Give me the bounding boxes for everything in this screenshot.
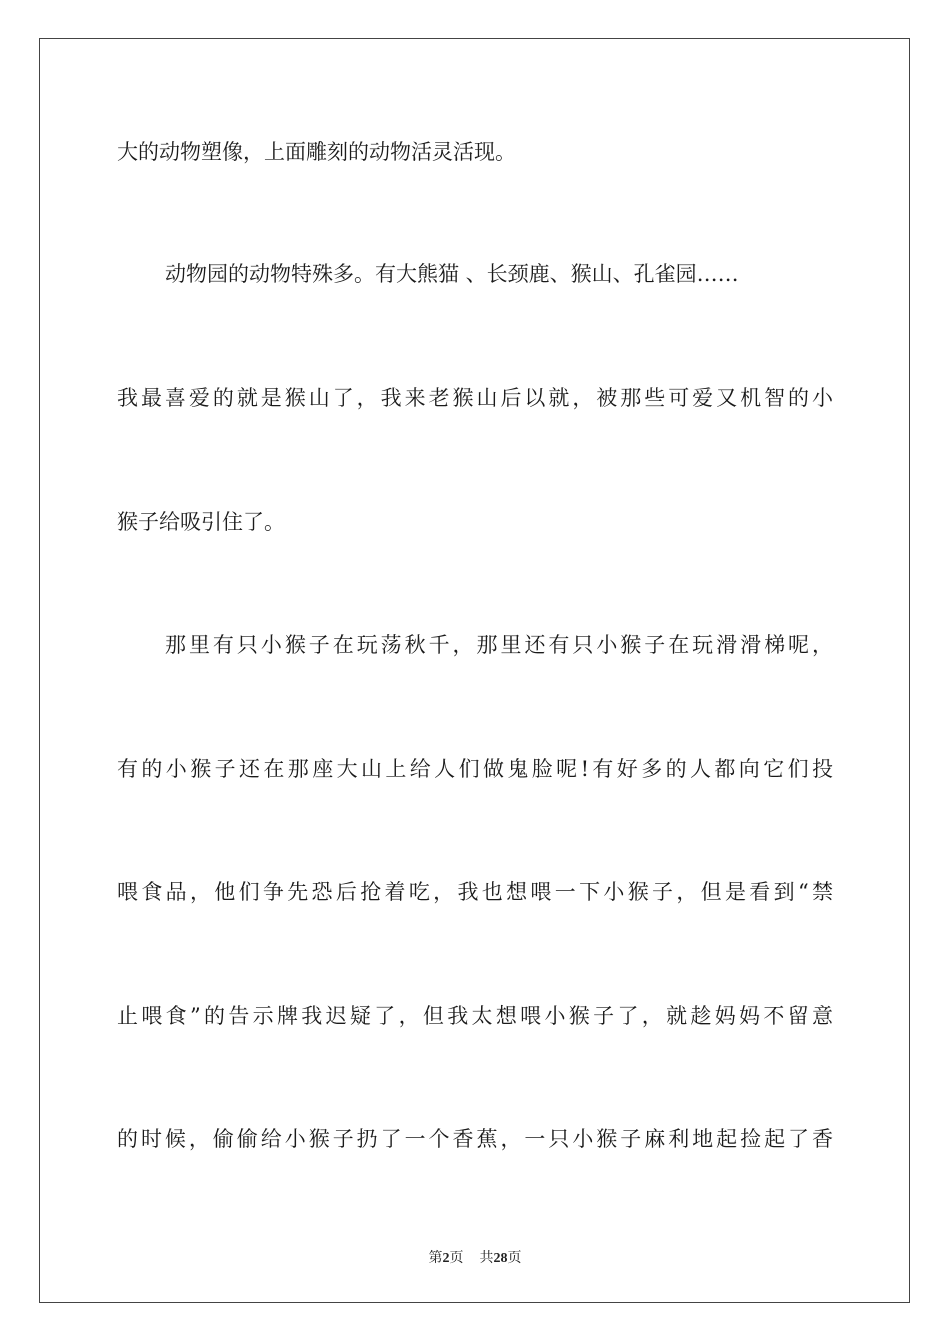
page-border xyxy=(39,38,910,1303)
text-line-8: 止喂食”的告示牌我迟疑了，但我太想喂小猴子了，就趁妈妈不留意 xyxy=(117,1004,833,1028)
footer-page-number: 2 xyxy=(442,1251,450,1266)
text-line-4: 猴子给吸引住了。 xyxy=(117,510,285,534)
text-line-6: 有的小猴子还在那座大山上给人们做鬼脸呢!有好多的人都向它们投 xyxy=(117,757,833,781)
footer-total-pages: 28 xyxy=(493,1251,508,1266)
page-footer xyxy=(0,1247,950,1267)
text-line-7: 喂食品，他们争先恐后抢着吃，我也想喂一下小猴子，但是看到“禁 xyxy=(117,880,833,904)
text-line-3: 我最喜爱的就是猴山了，我来老猴山后以就，被那些可爱又机智的小 xyxy=(117,386,833,410)
footer-page-suffix: 页 xyxy=(449,1251,464,1266)
footer-total-suffix: 页 xyxy=(507,1251,522,1266)
footer-total-prefix: 共 xyxy=(479,1251,494,1266)
text-line-1: 大的动物塑像，上面雕刻的动物活灵活现。 xyxy=(117,140,516,164)
footer-page-prefix: 第 xyxy=(428,1251,443,1266)
text-line-9: 的时候，偷偷给小猴子扔了一个香蕉，一只小猴子麻利地起捡起了香 xyxy=(117,1127,833,1151)
text-line-5: 那里有只小猴子在玩荡秋千，那里还有只小猴子在玩滑滑梯呢， xyxy=(165,633,833,657)
text-line-2: 动物园的动物特殊多。有大熊猫 、长颈鹿、猴山、孔雀园…… xyxy=(165,262,739,286)
